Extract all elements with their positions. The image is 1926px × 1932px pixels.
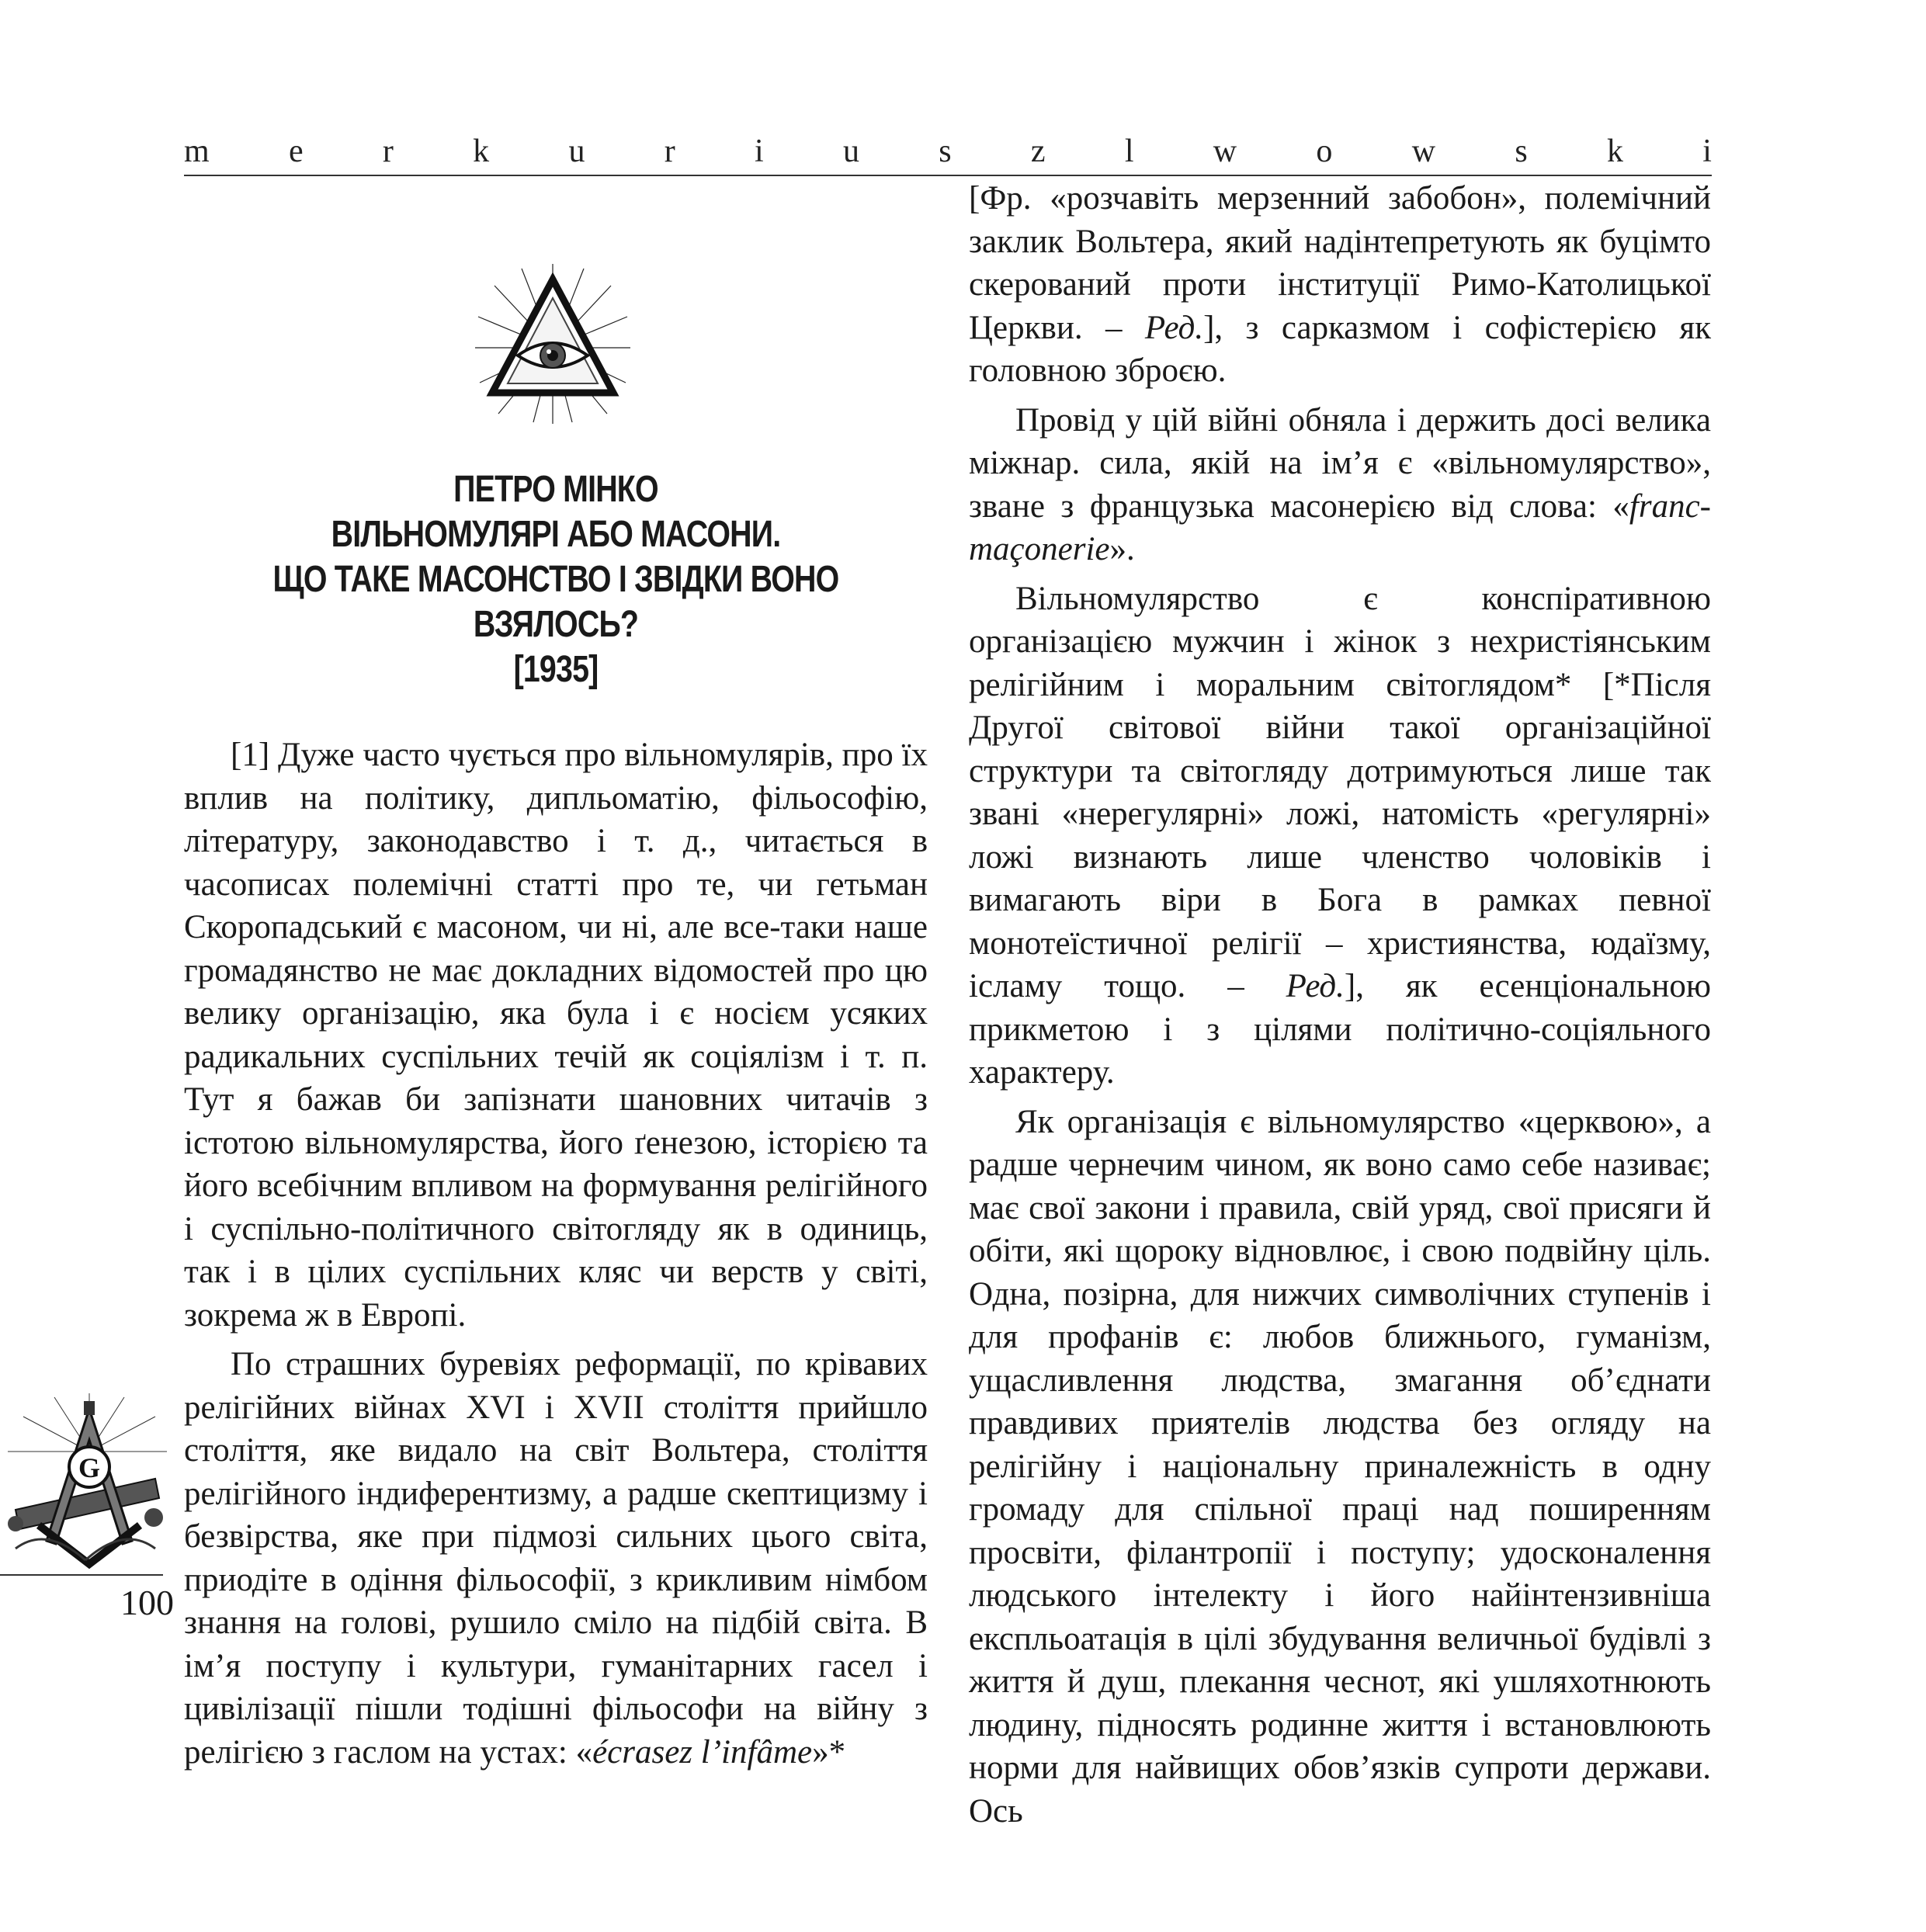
paragraph-text: [Фр. «розчавіть мерзенний забобон», полемічний заклик Вольтера, який надінтепретують як буцімто скерований проти інституції Римо-Католицької Церкви. –	[969, 180, 1711, 346]
paragraph-text: ], як есенціональною прикметою і з цілями політично-соціяльного характеру.	[969, 968, 1712, 1091]
italic-term: franc-maçonerie	[969, 487, 1711, 567]
running-head-letter: o	[1316, 134, 1333, 169]
paragraph-text: »*	[812, 1733, 846, 1771]
running-head-letter: u	[568, 134, 585, 169]
italic-quote: écrasez l’infâme	[592, 1733, 813, 1771]
paragraph-text: Вільномулярство є конспіративною організацією мужчин і жінок з нехристіянським релігійним і моральним світоглядом* [*Після Другої світової війни такої організаційної структури та світогляду дотримуються лише так звані «нерегулярні» ложі, натомість «регулярні» ложі визнають лише членство чоловіків і вимагають віри в Бога в рамках певної монотеїстичної релігії – християнства, юдаїзму, ісламу тощо. –	[969, 580, 1711, 1004]
paragraph-text: ».	[1109, 531, 1135, 567]
title-year: [1935]	[513, 649, 599, 690]
running-head-letter: l	[1124, 134, 1134, 169]
title-line: ВЗЯЛОСЬ?	[473, 604, 639, 645]
footer-rule	[0, 1574, 163, 1576]
left-column	[184, 734, 928, 1774]
paragraph	[969, 578, 1711, 1094]
running-head-letter: s	[1515, 134, 1528, 169]
running-head-letter: r	[382, 134, 394, 169]
article-title	[251, 467, 861, 692]
title-line: ВІЛЬНОМУЛЯРІ АБО МАСОНИ.	[331, 514, 781, 555]
paragraph: Як організація є вільномулярство «церквою», а радше чернечим чином, як воно само себе називає; має свої закони і правила, свій уряд, свої присяги й обіти, які щороку відновлює, і свою подвійну ціль. Одна, позірна, для нижчих символічних ступенів і для профанів є: любов ближнього, гуманізм, ущасливлення людства, змагання об’єднати правдивих приятелів людства без огляду на релігійну і національну приналежність в одну громаду для спільної праці над поширенням просвіти, філантропії і поступу; удосконалення людського інтелекту і його найінтензивніша експльоатація в цілі збудування величньої будівлі з життя й душ, плекання чеснот, які ушляхотнюють людину, підносять родинне життя і встановлюють норми для найвищих обов’язків супроти держави. Ось	[969, 1103, 1711, 1830]
running-head-letter: s	[939, 134, 952, 169]
running-head-letter: w	[1213, 134, 1237, 169]
paragraph-text: ], з сарказмом і софістерією як головною зброєю.	[969, 309, 1711, 389]
running-head-letter: r	[664, 134, 675, 169]
running-head-letter: w	[1411, 134, 1436, 169]
running-head-letter: i	[755, 134, 764, 169]
editor-mark: Ред.	[1144, 309, 1204, 346]
running-head-letter: z	[1030, 134, 1046, 169]
paragraph: [1] Дуже часто чується про вільномулярів, про їх вплив на політику, дипльоматію, фільософію, літературу, законодавство і т. д., читається в часописах полемічні статті про те, чи гетьман Скоропадський є масоном, чи ні, але все-таки наше громадянство не має докладних відомостей про цю велику організацію, яка була і є носієм усяких радикальних суспільних течій як соціялізм і т. п. Тут я бажав би запізнати шановних читачів з істотою вільномулярства, його ґенезою, історією та його всебічним впливом на формування релігійного і суспільно-політичного світогляду як в одиниць, так і в цілих суспільних кляс чи верств у світі, зокрема ж в Европі.	[184, 737, 928, 1334]
title-line: ЩО ТАКЕ МАСОНСТВО І ЗВІДКИ ВОНО	[272, 559, 839, 600]
editor-mark: Ред.	[1286, 968, 1345, 1004]
paragraph	[184, 1343, 928, 1774]
header-rule	[184, 175, 1712, 176]
page-number: 100	[120, 1583, 174, 1622]
paragraph	[969, 399, 1711, 571]
paragraph-text: По страшних буревіях реформації, по крівавих релігійних війнах XVI і XVII століття прийшло століття, яке видало на світ Вольтера, століття релігійного індиферентизму, а радше скептицизму і безвірства, яке при підмозі сильних цього світа, приодіте в одіння фільософії, з крикливим німбом знання на голові, рушило сміло на підбій світа. В ім’я поступу і культури, гуманітарних гасел і цивілізації пішли тодішні фільософи на війну з релігією з гаслом на устах: «	[184, 1346, 928, 1771]
paragraph	[969, 177, 1711, 393]
paragraph-text: Провід у цій війні обняла і держить досі велика міжнар. сила, якій на ім’я є «вільномулярство», зване з французька масонерією від слова: «	[969, 401, 1711, 525]
running-head-letter: k	[473, 134, 490, 169]
running-head-letter: u	[842, 134, 859, 169]
square-and-compass-icon	[0, 1393, 171, 1572]
title-author: ПЕТРО МІНКО	[453, 469, 658, 510]
running-head-letter: k	[1606, 134, 1623, 169]
running-head-letter: e	[288, 134, 304, 169]
all-seeing-eye-icon	[475, 262, 630, 424]
running-head-letter: m	[184, 134, 210, 169]
svg-text:G: G	[78, 1452, 101, 1483]
right-column	[969, 177, 1711, 1833]
running-head-letter: i	[1702, 134, 1712, 169]
running-head	[184, 132, 1712, 171]
